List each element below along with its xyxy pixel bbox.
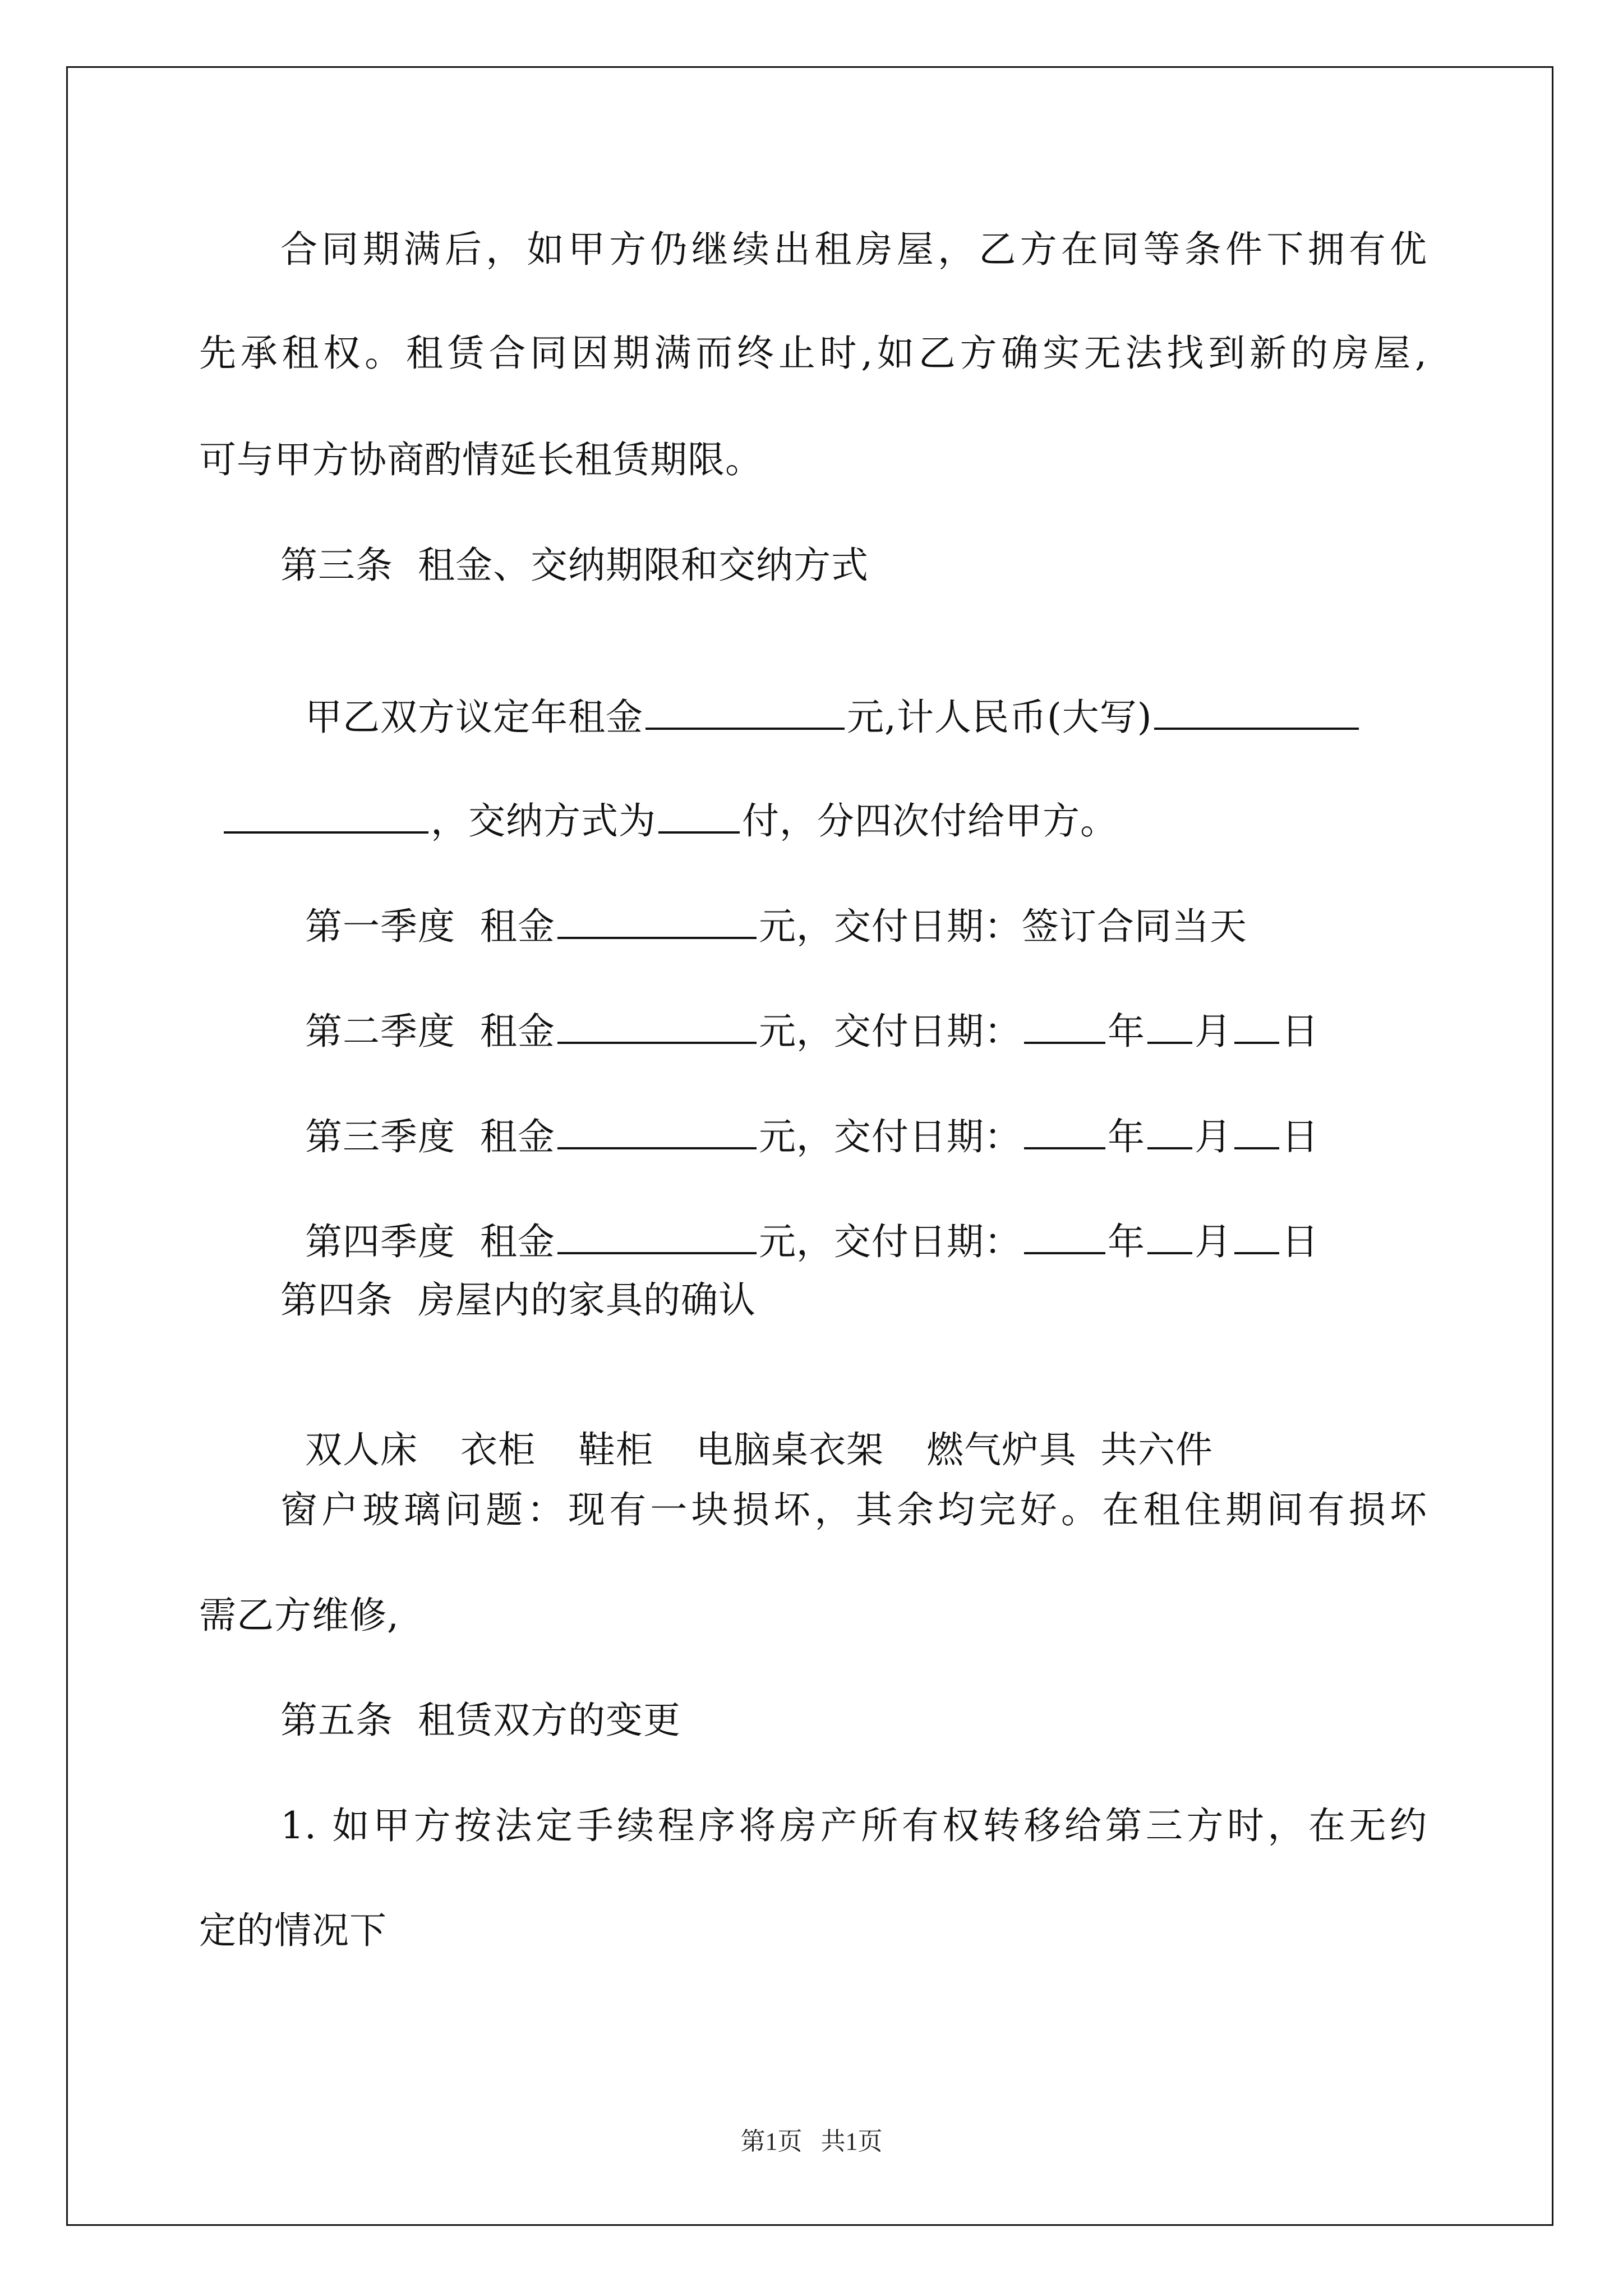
furniture-list: [280, 1383, 1213, 1471]
day-label: 日: [1281, 1220, 1319, 1263]
quarter-1-date-label: 元，交付日期：签订合同当天: [758, 905, 1247, 948]
day-label: 日: [1281, 1115, 1319, 1158]
payment-schedule-label: 付，分四次付给甲方。: [741, 799, 1118, 843]
furniture-item: 衣柜: [460, 1428, 536, 1471]
rent-capital-blank-cont[interactable]: [224, 797, 428, 834]
quarter-4-line: [280, 1172, 1319, 1263]
quarter-2-month-blank[interactable]: [1147, 1007, 1192, 1044]
quarter-4-date-label: 元，交付日期：: [758, 1220, 1022, 1263]
rent-rmb-label: 元,计人民币(大写): [846, 696, 1152, 739]
quarter-3-day-blank[interactable]: [1234, 1112, 1279, 1149]
day-label: 日: [1281, 1010, 1319, 1053]
paragraph-line: 可与甲方协商酌情延长租赁期限。: [199, 438, 763, 481]
quarter-4-rent-blank[interactable]: [557, 1217, 757, 1254]
month-label: 月: [1194, 1010, 1232, 1053]
quarter-4-month-blank[interactable]: [1147, 1217, 1192, 1254]
rent-amount-line: [280, 648, 1361, 739]
quarter-1-rent-blank[interactable]: [557, 902, 757, 939]
payment-method-label: ，交纳方式为: [430, 799, 656, 843]
quarter-3-line: [280, 1068, 1319, 1158]
furniture-item: 双人床: [305, 1428, 418, 1471]
year-label: 年: [1107, 1010, 1145, 1053]
quarter-3-month-blank[interactable]: [1147, 1112, 1192, 1149]
page-footer: 第1页 共1页: [740, 2128, 883, 2155]
quarter-4-year-blank[interactable]: [1024, 1217, 1105, 1254]
paragraph-line: 窗户玻璃问题：现有一块损坏，其余均完好。在租住期间有损坏: [280, 1488, 1427, 1531]
quarter-1-line: [280, 857, 1247, 948]
quarter-3-rent-blank[interactable]: [557, 1112, 757, 1149]
month-label: 月: [1194, 1220, 1232, 1263]
article-5-heading: 第五条 租赁双方的变更: [280, 1699, 681, 1742]
quarter-4-label: 第四季度 租金: [305, 1220, 555, 1263]
paragraph-line: 定的情况下: [199, 1909, 387, 1952]
paragraph-line: 需乙方维修,: [199, 1594, 399, 1637]
furniture-count: 共六件: [1100, 1428, 1213, 1471]
rent-label: 甲乙双方议定年租金: [305, 696, 643, 739]
quarter-3-date-label: 元，交付日期：: [758, 1115, 1022, 1158]
furniture-item: 鞋柜: [578, 1428, 653, 1471]
quarter-3-label: 第三季度 租金: [305, 1115, 555, 1158]
quarter-2-rent-blank[interactable]: [557, 1007, 757, 1044]
quarter-1-label: 第一季度 租金: [305, 905, 555, 948]
quarter-2-day-blank[interactable]: [1234, 1007, 1279, 1044]
month-label: 月: [1194, 1115, 1232, 1158]
rent-capital-blank[interactable]: [1154, 693, 1359, 730]
payment-method-line: [199, 752, 1118, 843]
quarter-2-label: 第二季度 租金: [305, 1010, 555, 1053]
quarter-4-day-blank[interactable]: [1234, 1217, 1279, 1254]
quarter-3-year-blank[interactable]: [1024, 1112, 1105, 1149]
year-label: 年: [1107, 1115, 1145, 1158]
furniture-item: 电脑桌衣架: [695, 1428, 884, 1471]
quarter-2-line: [280, 962, 1319, 1053]
paragraph-line: 合同期满后，如甲方仍继续出租房屋，乙方在同等条件下拥有优: [280, 228, 1427, 271]
article-3-heading: 第三条 租金、交纳期限和交纳方式: [280, 544, 869, 587]
article-4-heading: 第四条 房屋内的家具的确认: [280, 1278, 756, 1322]
paragraph-line: 先承租权。租赁合同因期满而终止时,如乙方确实无法找到新的房屋,: [199, 332, 1427, 375]
quarter-2-year-blank[interactable]: [1024, 1007, 1105, 1044]
year-label: 年: [1107, 1220, 1145, 1263]
paragraph-line: 1. 如甲方按法定手续程序将房产所有权转移给第三方时，在无约: [280, 1804, 1427, 1847]
payment-method-blank[interactable]: [658, 797, 740, 834]
furniture-item: 燃气炉具: [926, 1428, 1077, 1471]
quarter-2-date-label: 元，交付日期：: [758, 1010, 1022, 1053]
annual-rent-blank[interactable]: [645, 693, 845, 730]
